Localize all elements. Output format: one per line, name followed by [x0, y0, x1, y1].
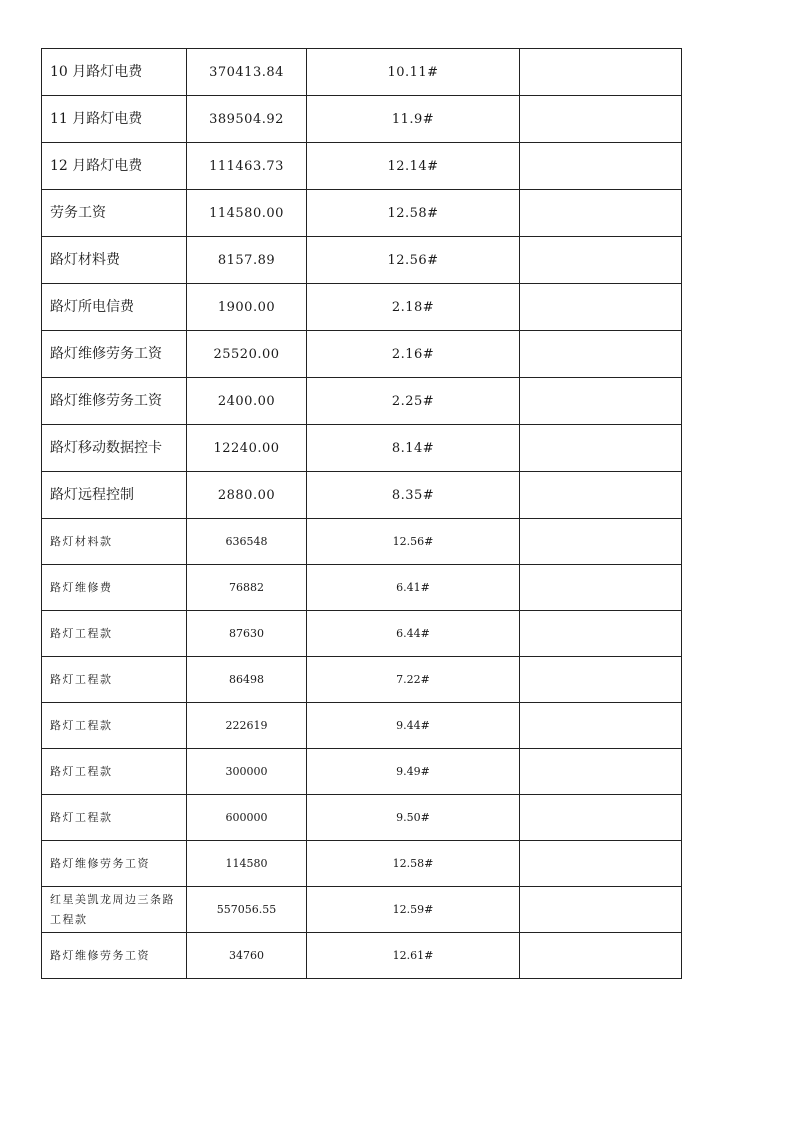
table-row [42, 611, 682, 657]
note-cell [520, 933, 682, 979]
voucher-number-cell: 12.58# [307, 190, 520, 237]
voucher-number-cell: 2.16# [307, 331, 520, 378]
item-name-cell: 路灯维修劳务工资 [42, 331, 187, 378]
note-cell [520, 611, 682, 657]
note-cell [520, 96, 682, 143]
item-name-cell: 红星美凯龙周边三条路工程款 [42, 887, 187, 933]
amount-cell: 114580 [187, 841, 307, 887]
amount-cell: 12240.00 [187, 425, 307, 472]
voucher-number-cell: 10.11# [307, 49, 520, 96]
table-row [42, 565, 682, 611]
voucher-number-cell: 9.44# [307, 703, 520, 749]
note-cell [520, 795, 682, 841]
note-cell [520, 841, 682, 887]
item-name-cell: 路灯维修费 [42, 565, 187, 611]
amount-cell: 111463.73 [187, 143, 307, 190]
item-name-cell: 路灯维修劳务工资 [42, 933, 187, 979]
table-row [42, 237, 682, 284]
item-name-cell: 12 月路灯电费 [42, 143, 187, 190]
amount-cell: 389504.92 [187, 96, 307, 143]
item-name-cell: 10 月路灯电费 [42, 49, 187, 96]
note-cell [520, 331, 682, 378]
table-row [42, 933, 682, 979]
voucher-number-cell: 12.59# [307, 887, 520, 933]
note-cell [520, 657, 682, 703]
amount-cell: 2880.00 [187, 472, 307, 519]
table-row [42, 887, 682, 933]
voucher-number-cell: 8.35# [307, 472, 520, 519]
amount-cell: 1900.00 [187, 284, 307, 331]
amount-cell: 222619 [187, 703, 307, 749]
table-row [42, 331, 682, 378]
note-cell [520, 472, 682, 519]
item-name-cell: 路灯材料款 [42, 519, 187, 565]
table-row [42, 378, 682, 425]
table-row [42, 284, 682, 331]
note-cell [520, 887, 682, 933]
note-cell [520, 143, 682, 190]
table-row [42, 841, 682, 887]
expense-table [41, 48, 682, 979]
table-row [42, 703, 682, 749]
voucher-number-cell: 12.61# [307, 933, 520, 979]
item-name-cell: 路灯工程款 [42, 795, 187, 841]
voucher-number-cell: 12.14# [307, 143, 520, 190]
item-name-cell: 路灯维修劳务工资 [42, 841, 187, 887]
amount-cell: 636548 [187, 519, 307, 565]
voucher-number-cell: 8.14# [307, 425, 520, 472]
amount-cell: 114580.00 [187, 190, 307, 237]
amount-cell: 300000 [187, 749, 307, 795]
amount-cell: 87630 [187, 611, 307, 657]
item-name-cell: 路灯材料费 [42, 237, 187, 284]
table-row [42, 472, 682, 519]
note-cell [520, 378, 682, 425]
item-name-cell: 劳务工资 [42, 190, 187, 237]
amount-cell: 600000 [187, 795, 307, 841]
voucher-number-cell: 2.18# [307, 284, 520, 331]
voucher-number-cell: 6.44# [307, 611, 520, 657]
voucher-number-cell: 7.22# [307, 657, 520, 703]
table-row [42, 519, 682, 565]
note-cell [520, 703, 682, 749]
voucher-number-cell: 9.50# [307, 795, 520, 841]
item-name-cell: 路灯维修劳务工资 [42, 378, 187, 425]
table-row [42, 795, 682, 841]
amount-cell: 86498 [187, 657, 307, 703]
voucher-number-cell: 12.58# [307, 841, 520, 887]
voucher-number-cell: 9.49# [307, 749, 520, 795]
note-cell [520, 190, 682, 237]
amount-cell: 25520.00 [187, 331, 307, 378]
note-cell [520, 519, 682, 565]
item-name-cell: 路灯工程款 [42, 657, 187, 703]
item-name-cell: 路灯工程款 [42, 703, 187, 749]
table-row [42, 49, 682, 96]
note-cell [520, 49, 682, 96]
table-row [42, 657, 682, 703]
voucher-number-cell: 12.56# [307, 519, 520, 565]
amount-cell: 370413.84 [187, 49, 307, 96]
amount-cell: 8157.89 [187, 237, 307, 284]
amount-cell: 76882 [187, 565, 307, 611]
note-cell [520, 565, 682, 611]
table-row [42, 143, 682, 190]
voucher-number-cell: 6.41# [307, 565, 520, 611]
table-row [42, 749, 682, 795]
table-row [42, 190, 682, 237]
voucher-number-cell: 12.56# [307, 237, 520, 284]
item-name-cell: 路灯移动数据控卡 [42, 425, 187, 472]
note-cell [520, 284, 682, 331]
amount-cell: 557056.55 [187, 887, 307, 933]
item-name-cell: 11 月路灯电费 [42, 96, 187, 143]
amount-cell: 34760 [187, 933, 307, 979]
item-name-cell: 路灯所电信费 [42, 284, 187, 331]
item-name-cell: 路灯工程款 [42, 749, 187, 795]
note-cell [520, 749, 682, 795]
note-cell [520, 237, 682, 284]
voucher-number-cell: 2.25# [307, 378, 520, 425]
item-name-cell: 路灯工程款 [42, 611, 187, 657]
table-row [42, 425, 682, 472]
item-name-cell: 路灯远程控制 [42, 472, 187, 519]
voucher-number-cell: 11.9# [307, 96, 520, 143]
amount-cell: 2400.00 [187, 378, 307, 425]
table-row [42, 96, 682, 143]
note-cell [520, 425, 682, 472]
